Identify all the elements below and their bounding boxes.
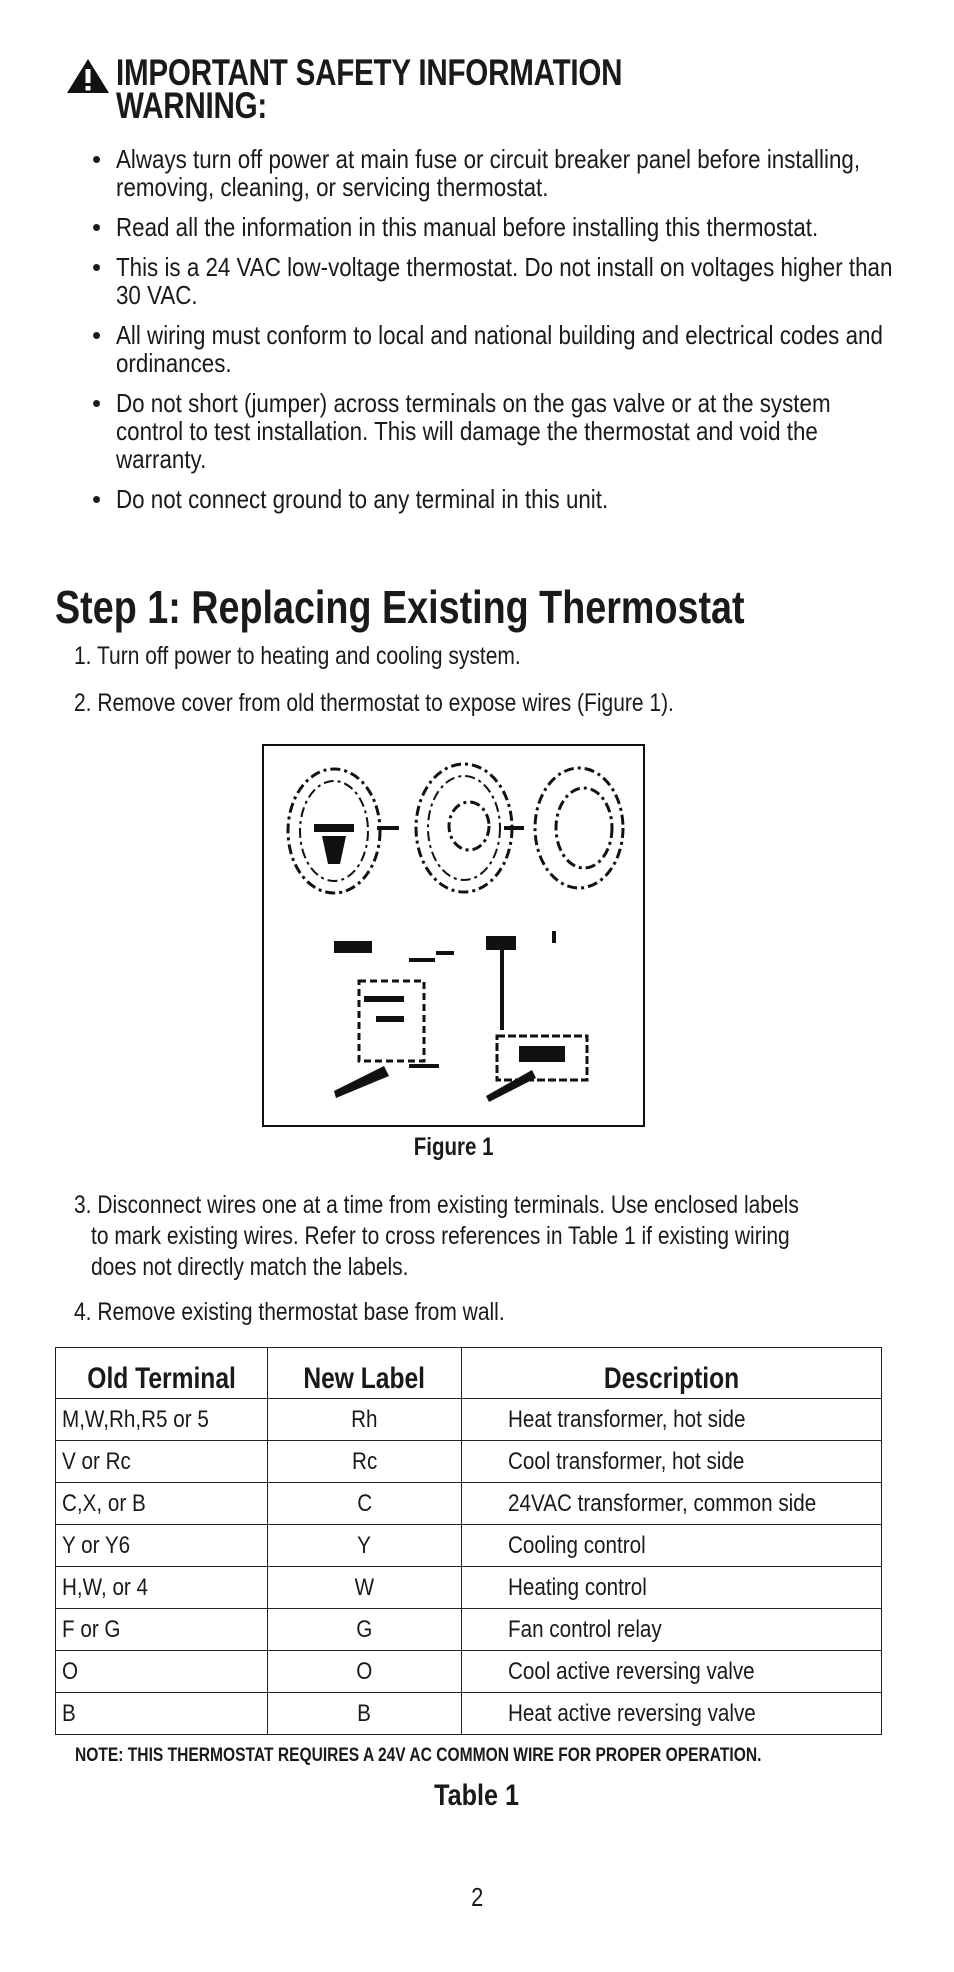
step-item-4: 4. Remove existing thermostat base from wall. (74, 1298, 505, 1326)
warning-triangle-icon (66, 58, 110, 94)
list-item: • This is a 24 VAC low-voltage thermostat. Do not install on voltages higher than 30 VAC. (92, 252, 893, 310)
table-row: H,W, or 4 W Heating control (56, 1567, 882, 1609)
table-row: V or Rc Rc Cool transformer, hot side (56, 1441, 882, 1483)
list-item: • All wiring must conform to local and national building and electrical codes and ordinances. (92, 321, 892, 377)
safety-bullet-list (92, 145, 892, 525)
header-new-label: New Label (268, 1348, 462, 1399)
bullet-text: All wiring must conform to local and national building and electrical codes and ordinances. (116, 320, 883, 378)
safety-title-line1: IMPORTANT SAFETY INFORMATION (116, 52, 623, 93)
bullet-text: Always turn off power at main fuse or circuit breaker panel before installing, removing, cleaning, or servicing thermostat. (116, 144, 861, 202)
header-old-terminal: Old Terminal (56, 1348, 268, 1399)
bullet-text: This is a 24 VAC low-voltage thermostat. Do not install on voltages higher than 30 VAC. (116, 252, 893, 310)
figure-caption: Figure 1 (413, 1133, 494, 1161)
table-row: F or G G Fan control relay (56, 1609, 882, 1651)
safety-title-line2: WARNING: (116, 85, 267, 126)
thermostat-exploded-drawing (264, 746, 643, 1125)
step-title: Step 1: Replacing Existing Thermostat (55, 581, 745, 633)
header-description: Description (462, 1348, 882, 1399)
table-note: NOTE: THIS THERMOSTAT REQUIRES A 24V AC COMMON WIRE FOR PROPER OPERATION. (75, 1745, 762, 1766)
table-caption: Table 1 (434, 1779, 520, 1812)
list-item: • Read all the information in this manual before installing this thermostat. (92, 213, 892, 241)
step-item-3: 3. Disconnect wires one at a time from existing terminals. Use enclosed labels to mark existing wires. Refer to cross references in Table 1 if existing wiring does not directly match the labels. (74, 1191, 799, 1281)
step-item-1: 1. Turn off power to heating and cooling system. (74, 642, 521, 670)
list-item: • Always turn off power at main fuse or circuit breaker panel before installing, removing, cleaning, or servicing thermostat. (92, 145, 892, 201)
page-number: 2 (470, 1882, 484, 1912)
table-row: B B Heat active reversing valve (56, 1693, 882, 1735)
bullet-text: Do not connect ground to any terminal in this unit. (116, 484, 609, 514)
table-row: M,W,Rh,R5 or 5 Rh Heat transformer, hot side (56, 1399, 882, 1441)
list-item: • Do not connect ground to any terminal in this unit. (92, 485, 892, 513)
table-row: Y or Y6 Y Cooling control (56, 1525, 882, 1567)
wiring-cross-reference-table (55, 1347, 882, 1735)
figure-1-illustration (262, 744, 645, 1127)
bullet-text: Do not short (jumper) across terminals on the gas valve or at the system control to test installation. This will damage the thermostat and void the warranty. (116, 388, 831, 474)
safety-title (116, 52, 749, 126)
bullet-text: Read all the information in this manual before installing this thermostat. (116, 212, 819, 242)
table-row: O O Cool active reversing valve (56, 1651, 882, 1693)
list-item: • Do not short (jumper) across terminals on the gas valve or at the system control to test installation. This will damage the thermostat and void the warranty. (92, 389, 892, 473)
table-header-row (56, 1348, 882, 1399)
table-row: C,X, or B C 24VAC transformer, common side (56, 1483, 882, 1525)
step-item-2: 2. Remove cover from old thermostat to expose wires (Figure 1). (74, 689, 674, 717)
